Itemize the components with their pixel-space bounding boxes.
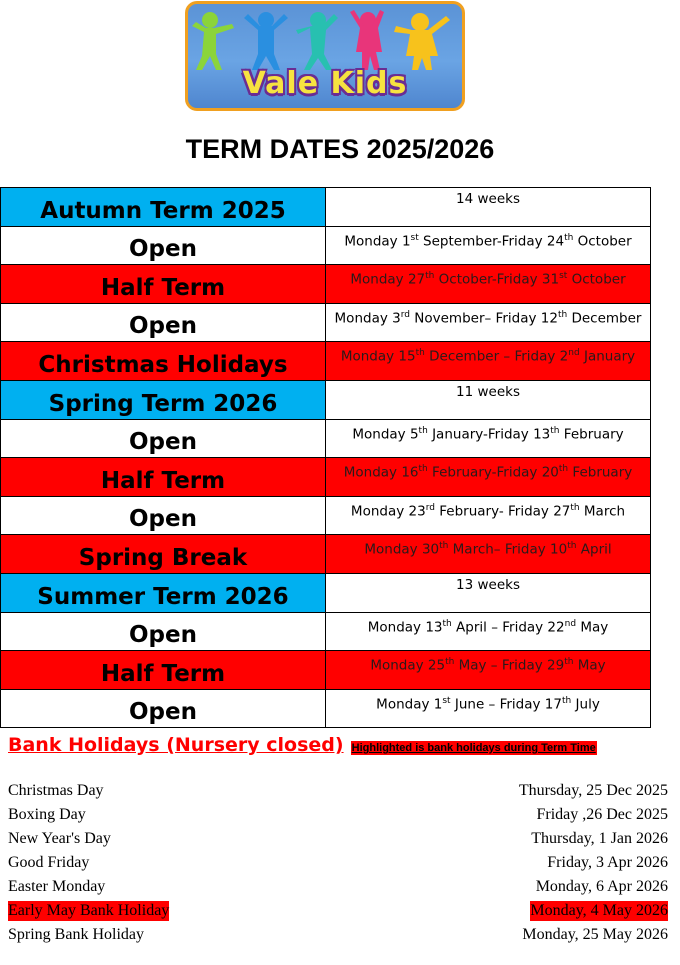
term-label: Open [1, 419, 326, 458]
bank-holidays-title: Bank Holidays (Nursery closed) [8, 734, 344, 756]
term-label: Summer Term 2026 [1, 573, 326, 612]
holiday-row [0, 877, 680, 901]
term-dates: 14 weeks [326, 188, 651, 227]
term-row [1, 303, 651, 342]
term-dates: Monday 16th February-Friday 20th February [326, 458, 651, 497]
term-label: Open [1, 689, 326, 728]
holiday-row [0, 829, 680, 853]
holiday-row [0, 853, 680, 877]
term-dates: Monday 1st September-Friday 24th October [326, 226, 651, 265]
term-dates: Monday 25th May – Friday 29th May [326, 651, 651, 690]
term-label: Half Term [1, 265, 326, 304]
holiday-row [0, 901, 680, 925]
term-row [1, 612, 651, 651]
holiday-date: Monday, 25 May 2026 [522, 926, 668, 943]
term-row [1, 535, 651, 574]
page-title: TERM DATES 2025/2026 [185, 134, 495, 164]
holiday-name: Early May Bank Holiday [8, 902, 170, 919]
holiday-date: Thursday, 25 Dec 2025 [518, 782, 668, 799]
holiday-name: Christmas Day [8, 782, 104, 799]
term-row [1, 651, 651, 690]
holiday-date: Friday, 3 Apr 2026 [547, 854, 668, 871]
term-label: Open [1, 226, 326, 265]
term-dates: Monday 23rd February- Friday 27th March [326, 496, 651, 535]
term-label: Autumn Term 2025 [1, 188, 326, 227]
term-dates: Monday 3rd November– Friday 12th December [326, 303, 651, 342]
holiday-row [0, 781, 680, 805]
term-row [1, 573, 651, 612]
holiday-name: Good Friday [8, 854, 90, 871]
term-row [1, 342, 651, 381]
holiday-name: Boxing Day [8, 806, 86, 823]
term-dates: Monday 27th October-Friday 31st October [326, 265, 651, 304]
term-label: Spring Break [1, 535, 326, 574]
term-label: Spring Term 2026 [1, 380, 326, 419]
term-dates: Monday 5th January-Friday 13th February [326, 419, 651, 458]
term-row [1, 188, 651, 227]
holiday-date: Monday, 4 May 2026 [530, 902, 668, 919]
bank-holidays-list [0, 781, 680, 949]
term-row [1, 419, 651, 458]
term-row [1, 380, 651, 419]
term-dates: Monday 13th April – Friday 22nd May [326, 612, 651, 651]
term-label: Open [1, 612, 326, 651]
holiday-name: New Year's Day [8, 830, 111, 847]
holiday-date: Friday ,26 Dec 2025 [536, 806, 668, 823]
term-label: Half Term [1, 458, 326, 497]
term-row [1, 226, 651, 265]
term-dates: 11 weeks [326, 380, 651, 419]
holiday-row [0, 805, 680, 829]
logo-text: Vale Kids [242, 66, 408, 101]
vale-kids-logo [185, 1, 465, 111]
term-row [1, 689, 651, 728]
term-label: Open [1, 496, 326, 535]
term-row [1, 458, 651, 497]
term-row [1, 496, 651, 535]
term-dates: 13 weeks [326, 573, 651, 612]
term-dates: Monday 30th March– Friday 10th April [326, 535, 651, 574]
holiday-date: Thursday, 1 Jan 2026 [531, 830, 668, 847]
term-label: Open [1, 303, 326, 342]
holiday-row [0, 925, 680, 949]
holiday-name: Spring Bank Holiday [8, 926, 144, 943]
term-dates: Monday 1st June – Friday 17th July [326, 689, 651, 728]
term-row [1, 265, 651, 304]
term-dates: Monday 15th December – Friday 2nd January [326, 342, 651, 381]
holiday-name: Easter Monday [8, 878, 106, 895]
holiday-date: Monday, 6 Apr 2026 [535, 878, 668, 895]
term-label: Christmas Holidays [1, 342, 326, 381]
bank-holidays-header [8, 734, 597, 756]
term-label: Half Term [1, 651, 326, 690]
term-dates-table [0, 187, 651, 728]
bank-holidays-note: Highlighted is bank holidays during Term Time [351, 742, 596, 754]
